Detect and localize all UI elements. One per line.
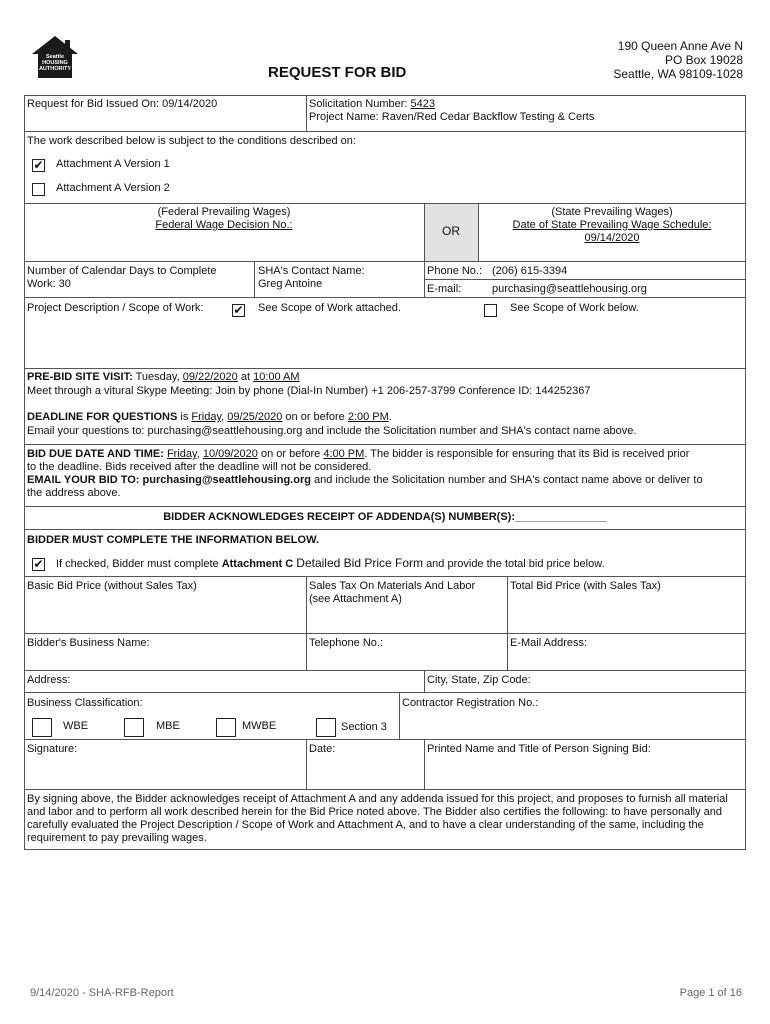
bidder-must-complete: BIDDER MUST COMPLETE THE INFORMATION BELOW. xyxy=(27,534,319,546)
attachment-a1-checkbox[interactable]: ✔ xyxy=(33,158,44,172)
email-bid-line xyxy=(27,474,703,487)
email-label: E-mail: xyxy=(427,283,462,295)
prebid-time: 10:00 AM xyxy=(253,371,300,383)
email-bid-value: purchasing@seattlehousing.org xyxy=(142,474,311,486)
basic-bid-price-label: Basic Bid Price (without Sales Tax) xyxy=(27,580,197,592)
due-time: 4:00 PM xyxy=(323,448,365,460)
signature-label: Signature: xyxy=(27,743,78,755)
attachment-c-form: Detailed Bid Price Form xyxy=(296,556,423,570)
prebid-line xyxy=(27,371,300,384)
scope-attached-checkbox[interactable]: ✔ xyxy=(233,303,244,317)
footer-left: 9/14/2020 - SHA-RFB-Report xyxy=(30,987,174,999)
project-name-label: Project Name: xyxy=(309,111,379,123)
federal-wages-title: (Federal Prevailing Wages) xyxy=(157,206,291,218)
days-value: Work: 30 xyxy=(27,278,71,290)
prebid-at: at xyxy=(240,371,251,383)
sales-tax-label-2: (see Attachment A) xyxy=(309,593,402,605)
attachment-a2-label: Attachment A Version 2 xyxy=(56,182,170,194)
email-bid-label: EMAIL YOUR BID TO: xyxy=(27,474,140,486)
attachment-c-bold: Attachment C xyxy=(221,558,294,570)
or-label: OR xyxy=(442,224,460,238)
attachment-c-checkbox[interactable]: ✔ xyxy=(33,557,44,571)
issued-date: 09/14/2020 xyxy=(162,98,218,110)
due-line: BID DUE DATE AND TIME: Friday, 10/09/2020 on or before 4:00 PM. The bidder is responsible for ensuring that its Bid is received prior xyxy=(27,448,690,460)
conditions-intro: The work described below is subject to the conditions described on: xyxy=(27,135,356,147)
project-name-value: Raven/Red Cedar Backflow Testing & Certs xyxy=(381,111,595,123)
prebid-label: PRE-BID SITE VISIT: xyxy=(27,371,133,383)
issued-on xyxy=(27,98,217,111)
deadline-label: DEADLINE FOR QUESTIONS xyxy=(27,411,178,423)
business-name-label: Bidder's Business Name: xyxy=(27,637,150,649)
address-line-2: PO Box 19028 xyxy=(664,53,743,67)
attachment-c-post: and provide the total bid price below. xyxy=(426,558,605,570)
deadline-date: 09/25/2020 xyxy=(227,411,283,423)
due-label: BID DUE DATE AND TIME: xyxy=(27,448,164,460)
deadline-mid: on or before xyxy=(285,411,345,423)
deadline-is: is xyxy=(180,411,189,423)
attachment-c-line xyxy=(56,557,605,571)
days-label: Number of Calendar Days to Complete xyxy=(27,265,217,277)
attachment-a1-label: Attachment A Version 1 xyxy=(56,158,170,170)
prebid-date: 09/22/2020 xyxy=(182,371,238,383)
addenda-acknowledgement: BIDDER ACKNOWLEDGES RECEIPT OF ADDENDA(S) NUMBER(S):_______________ xyxy=(163,511,607,523)
scope-below-checkbox[interactable] xyxy=(484,304,497,317)
due-date: 10/09/2020 xyxy=(202,448,258,460)
federal-wage-decision: Federal Wage Decision No.: xyxy=(155,219,293,231)
mwbe-checkbox[interactable] xyxy=(216,718,236,737)
due-line-2: to the deadline. Bids received after the deadline will not be considered. xyxy=(27,461,372,473)
address-line-3: Seattle, WA 98109-1028 xyxy=(613,67,743,81)
phone-value: (206) 615-3394 xyxy=(492,265,568,277)
attachment-a2-checkbox[interactable] xyxy=(32,183,45,196)
project-name xyxy=(309,111,594,124)
state-wage-date: 09/14/2020 xyxy=(584,232,640,244)
scope-label: Project Description / Scope of Work: xyxy=(27,302,204,314)
mbe-checkbox[interactable] xyxy=(124,718,144,737)
city-state-zip-label: City, State, Zip Code: xyxy=(427,674,531,686)
sales-tax-label-1: Sales Tax On Materials And Labor xyxy=(309,580,476,592)
phone-label: Phone No.: xyxy=(427,265,483,277)
mwbe-label: MWBE xyxy=(242,720,277,732)
footer-page-number: Page 1 of 16 xyxy=(679,987,742,999)
sha-contact-name: Greg Antoine xyxy=(258,278,323,290)
deadline-day: Friday xyxy=(191,411,222,423)
deadline-time: 2:00 PM xyxy=(347,411,389,423)
due-mid: on or before xyxy=(260,448,321,460)
due-rest: . The bidder is responsible for ensuring that its Bid is received prior xyxy=(364,448,690,460)
section3-label: Section 3 xyxy=(341,721,387,733)
solicitation-value: 5423 xyxy=(410,98,435,110)
date-label: Date: xyxy=(309,743,336,755)
sha-logo xyxy=(30,34,80,80)
total-bid-price-label: Total Bid Price (with Sales Tax) xyxy=(510,580,661,592)
sha-contact-label: SHA's Contact Name: xyxy=(258,265,365,277)
prebid-meeting: Meet through a vitural Skype Meeting: Join by phone (Dial-In Number) +1 206-257-3799 Conference ID: 144252367 xyxy=(27,385,591,397)
address-label: Address: xyxy=(27,674,71,686)
logo-text: Seattle HOUSING AUTHORITY xyxy=(38,54,72,72)
attachment-c-pre: If checked, Bidder must complete xyxy=(56,558,219,570)
email-value: purchasing@seattlehousing.org xyxy=(492,283,647,295)
acknowledgement-paragraph: By signing above, the Bidder acknowledges receipt of Attachment A and any addenda issued for this project, and proposes to furnish all material and labor and to perform all work described herein for the Bid Price noted above. The Bidder also certifies the following: to have personally and carefully evaluated the Project Description / Scope of Work and Attachment A, and to have a clear understanding of the same, including the requirement to pay prevailing wages. xyxy=(27,793,728,844)
section3-checkbox[interactable] xyxy=(316,718,336,737)
page-title: REQUEST FOR BID xyxy=(268,64,407,81)
due-line-4: the address above. xyxy=(27,487,121,499)
prebid-day: Tuesday, xyxy=(135,371,180,383)
mbe-label: MBE xyxy=(156,720,180,732)
solicitation-number xyxy=(309,98,435,111)
telephone-label: Telephone No.: xyxy=(309,637,383,649)
contractor-registration-label: Contractor Registration No.: xyxy=(402,697,539,709)
printed-name-label: Printed Name and Title of Person Signing Bid: xyxy=(427,743,651,755)
due-day: Friday xyxy=(166,448,197,460)
state-wage-schedule: Date of State Prevailing Wage Schedule: xyxy=(512,219,712,231)
scope-below-label: See Scope of Work below. xyxy=(510,302,639,314)
wbe-checkbox[interactable] xyxy=(32,718,52,737)
business-classification-label: Business Classification: xyxy=(27,697,143,709)
email-questions: Email your questions to: purchasing@seattlehousing.org and include the Solicitation number and SHA's contact name above. xyxy=(27,425,637,437)
scope-attached-label: See Scope of Work attached. xyxy=(258,302,401,314)
address-line-1: 190 Queen Anne Ave N xyxy=(617,39,743,53)
email-address-label: E-Mail Address: xyxy=(510,637,588,649)
issued-label: Request for Bid Issued On: xyxy=(27,98,160,110)
wbe-label: WBE xyxy=(63,720,89,732)
deadline-line: DEADLINE FOR QUESTIONS is Friday, 09/25/2020 on or before 2:00 PM. xyxy=(27,411,392,423)
state-wages-title: (State Prevailing Wages) xyxy=(551,206,673,218)
email-bid-rest: and include the Solicitation number and SHA's contact name above or deliver to xyxy=(314,474,703,486)
solicitation-label: Solicitation Number: xyxy=(309,98,408,110)
